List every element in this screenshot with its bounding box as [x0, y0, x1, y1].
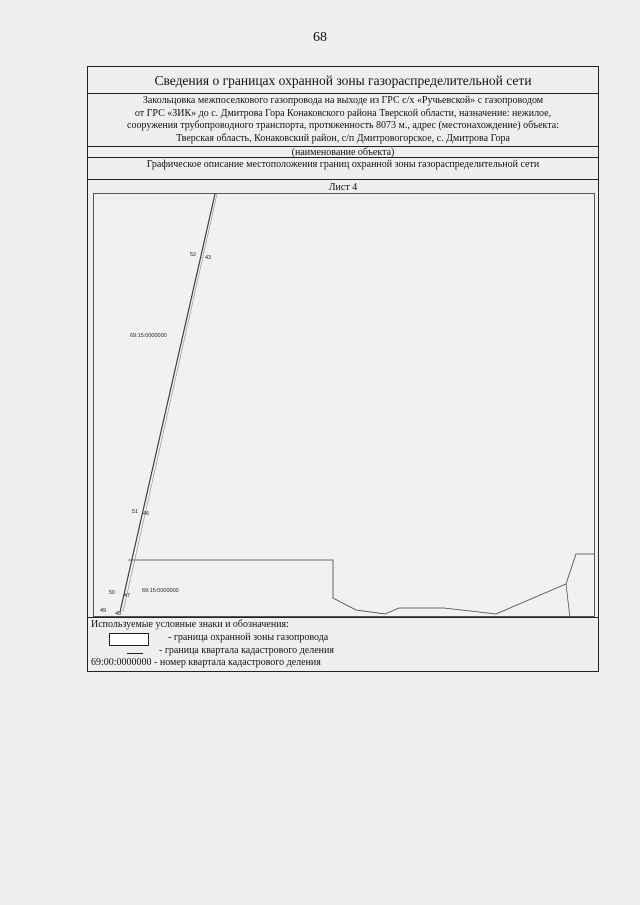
- graphic-description: Графическое описание местоположения границ охранной зоны газораспределительной сети: [88, 158, 598, 180]
- zone-boundary-line: [120, 194, 215, 612]
- quarter-boundary-line-2: [566, 584, 570, 618]
- point-label: 43: [205, 255, 212, 261]
- legend-divider: [88, 617, 598, 618]
- point-label: 52: [190, 252, 197, 258]
- point-label: 48: [115, 611, 122, 617]
- point-label: 46: [143, 511, 150, 517]
- document-frame: [87, 66, 599, 672]
- page-number: 68: [313, 30, 327, 45]
- zone-boundary-symbol: [109, 633, 149, 646]
- point-label: 51: [132, 509, 139, 515]
- legend-item: 69:00:0000000 - номер квартала кадастрового деления: [91, 657, 321, 668]
- legend-item: - граница квартала кадастрового деления: [159, 645, 334, 656]
- zone-boundary-line-inner: [123, 194, 217, 612]
- boundary-map: [94, 194, 596, 618]
- point-label: 49: [100, 608, 107, 614]
- legend-item: - граница охранной зоны газопровода: [168, 632, 329, 643]
- section-title: Сведения о границах охранной зоны газораспределительной сети: [88, 67, 598, 94]
- sheet-label: Лист 4: [328, 182, 358, 193]
- description-line: от ГРС «ЗИК» до с. Дмитрова Гора Конаковского района Тверской области, назначение: нежилое,: [134, 107, 552, 119]
- description-line: Тверская область, Конаковский район, с/п Дмитровогорское, с. Дмитрова Гора: [176, 132, 510, 144]
- point-label: 50: [109, 590, 116, 596]
- description-line: сооружения трубопроводного транспорта, протяженность 8073 м., адрес (местонахождение) объекта:: [127, 120, 559, 131]
- object-caption: (наименование объекта): [88, 147, 598, 158]
- quarter-boundary-symbol: [127, 653, 143, 654]
- object-description: [88, 94, 598, 147]
- quarter-label: 69:15:0000000: [130, 333, 167, 339]
- map-area: [93, 193, 595, 617]
- quarter-boundary-line: [128, 554, 595, 614]
- legend-heading: Используемые условные знаки и обозначения:: [91, 619, 289, 630]
- quarter-label: 69:15:0000000: [142, 588, 179, 594]
- description-line: Закольцовка межпоселкового газопровода на выходе из ГРС с/х «Ручьевской» с газопроводом: [142, 95, 544, 106]
- point-label: 47: [124, 593, 131, 599]
